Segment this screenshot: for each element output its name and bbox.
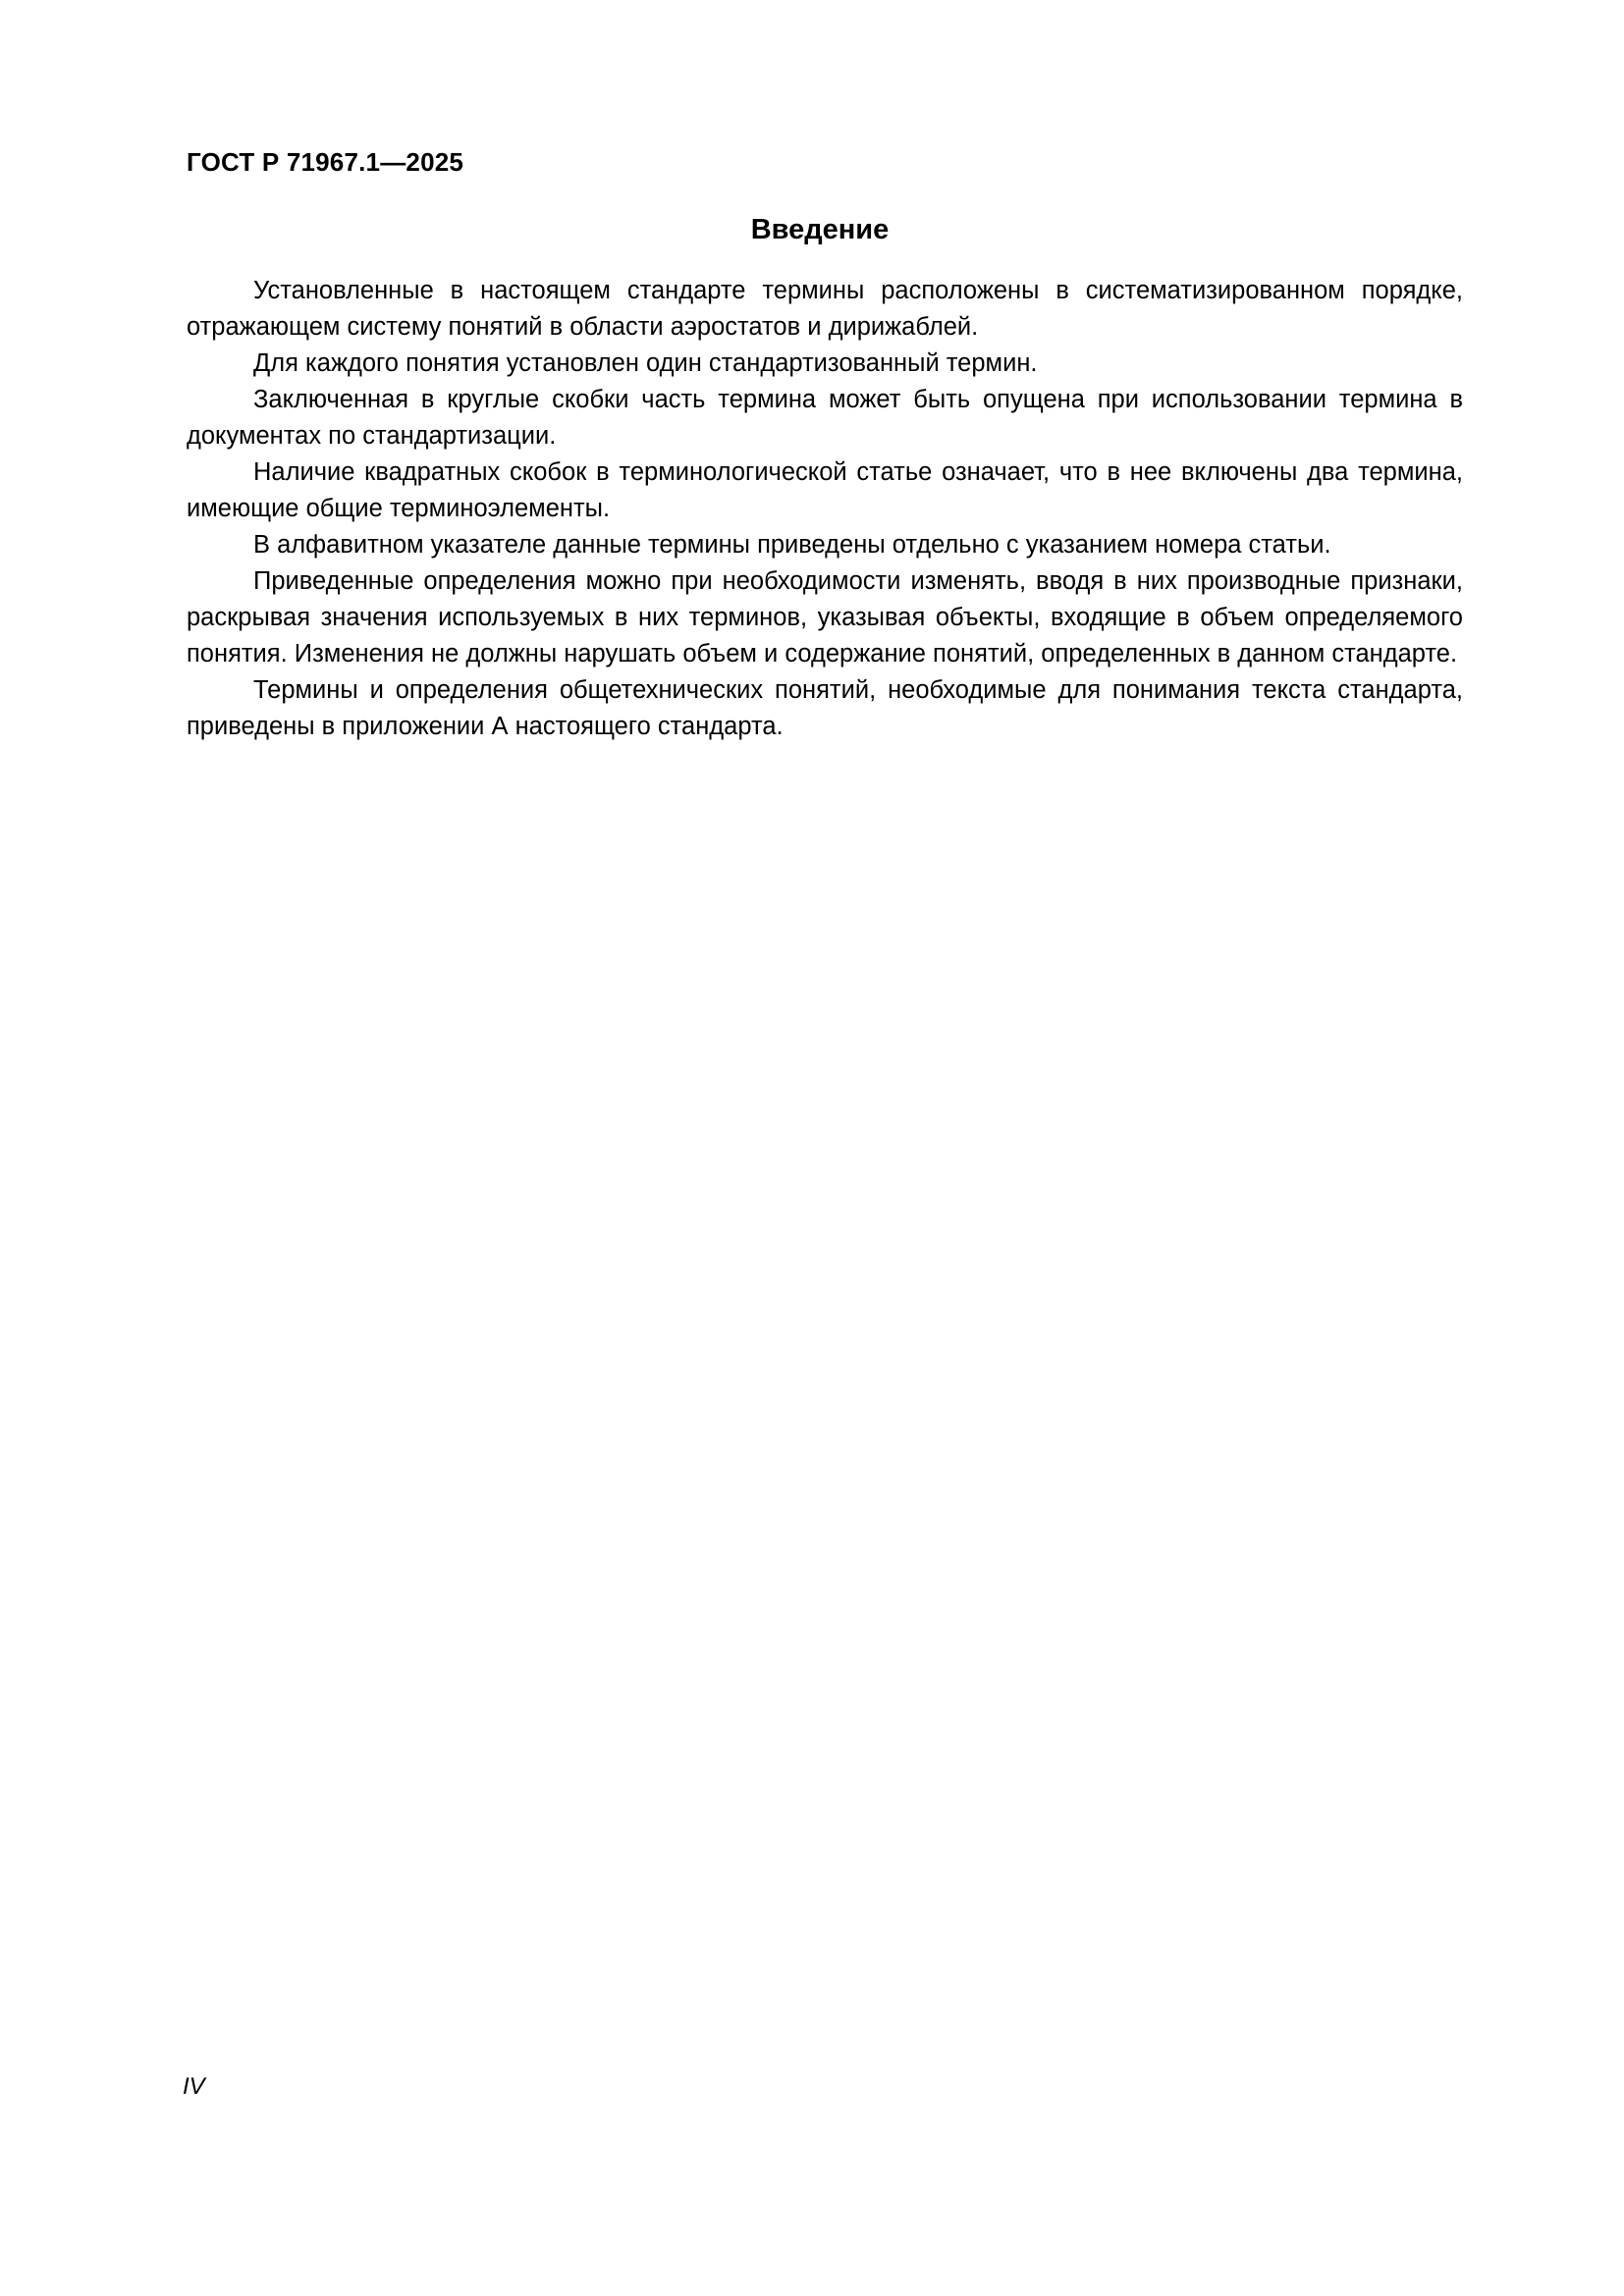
paragraph: Приведенные определения можно при необходимости изменять, вводя в них производные признаки, раскрывая значения используемых в них терминов, указывая объекты, входящие в объем определяемого понятия. Изменения не должны нарушать объем и содержание понятий, определенных в данном стандарте. bbox=[187, 566, 1463, 667]
paragraph: Термины и определения общетехнических понятий, необходимые для понимания текста стандарта, приведены в приложении А настоящего стандарта. bbox=[187, 675, 1463, 740]
paragraph: Наличие квадратных скобок в терминологической статье означает, что в нее включены два термина, имеющие общие терминоэлементы. bbox=[187, 457, 1463, 522]
paragraph: Установленные в настоящем стандарте термины расположены в систематизированном порядке, отражающем систему понятий в области аэростатов и дирижаблей. bbox=[187, 277, 1463, 341]
page-number: IV bbox=[183, 2073, 205, 2100]
section-title: Введение bbox=[750, 214, 890, 245]
introduction-body bbox=[187, 273, 1463, 745]
standard-designation-header: ГОСТ Р 71967.1—2025 bbox=[187, 147, 464, 177]
paragraph: Заключенная в круглые скобки часть термина может быть опущена при использовании термина в документах по стандартизации. bbox=[187, 385, 1463, 450]
paragraph: В алфавитном указателе данные термины приведены отдельно с указанием номера статьи. bbox=[253, 530, 1331, 559]
paragraph: Для каждого понятия установлен один стандартизованный термин. bbox=[253, 348, 1038, 377]
